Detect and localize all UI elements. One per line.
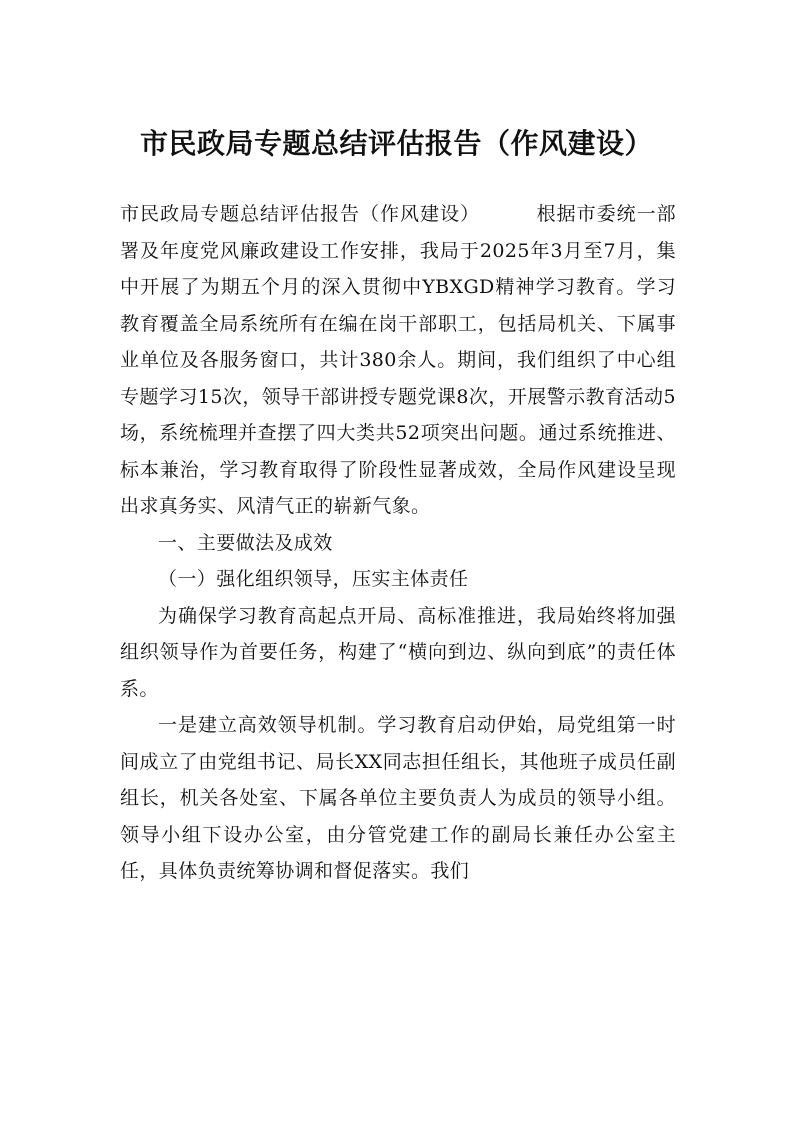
body-paragraph: 一是建立高效领导机制。学习教育启动伊始，局党组第一时间成立了由党组书记、局长XX同志担任组长，其他班子成员任副组长，机关各处室、下属各单位主要负责人为成员的领导小组。领导小组下设办公室，由分管党建工作的副局长兼任办公室主任，具体负责统筹协调和督促落实。我们 bbox=[120, 714, 676, 882]
intro-paragraph bbox=[120, 196, 676, 525]
section-heading: 一、主要做法及成效 bbox=[158, 531, 333, 554]
body-paragraph: 为确保学习教育高起点开局、高标准推进，我局始终将加强组织领导作为首要任务，构建了“横向到边、纵向到底”的责任体系。 bbox=[120, 604, 676, 700]
intro-text: 根据市委统一部署及年度党风廉政建设工作安排，我局于2025年3月至7月，集中开展了为期五个月的深入贯彻中YBXGD精神学习教育。学习教育覆盖全局系统所有在编在岗干部职工，包括局机关、下属事业单位及各服务窗口，共计380余人。期间，我们组织了中心组专题学习15次，领导干部讲授专题党课8次，开展警示教育活动5场，系统梳理并查摆了四大类共52项突出问题。通过系统推进、标本兼治，学习教育取得了阶段性显著成效，全局作风建设呈现出求真务实、风清气正的崭新气象。 bbox=[120, 203, 676, 517]
subsection-heading: （一）强化组织领导，压实主体责任 bbox=[158, 568, 469, 590]
document-title: 市民政局专题总结评估报告（作风建设） bbox=[139, 127, 653, 160]
intro-lead: 市民政局专题总结评估报告（作风建设） bbox=[120, 203, 480, 225]
document-body bbox=[120, 196, 676, 890]
